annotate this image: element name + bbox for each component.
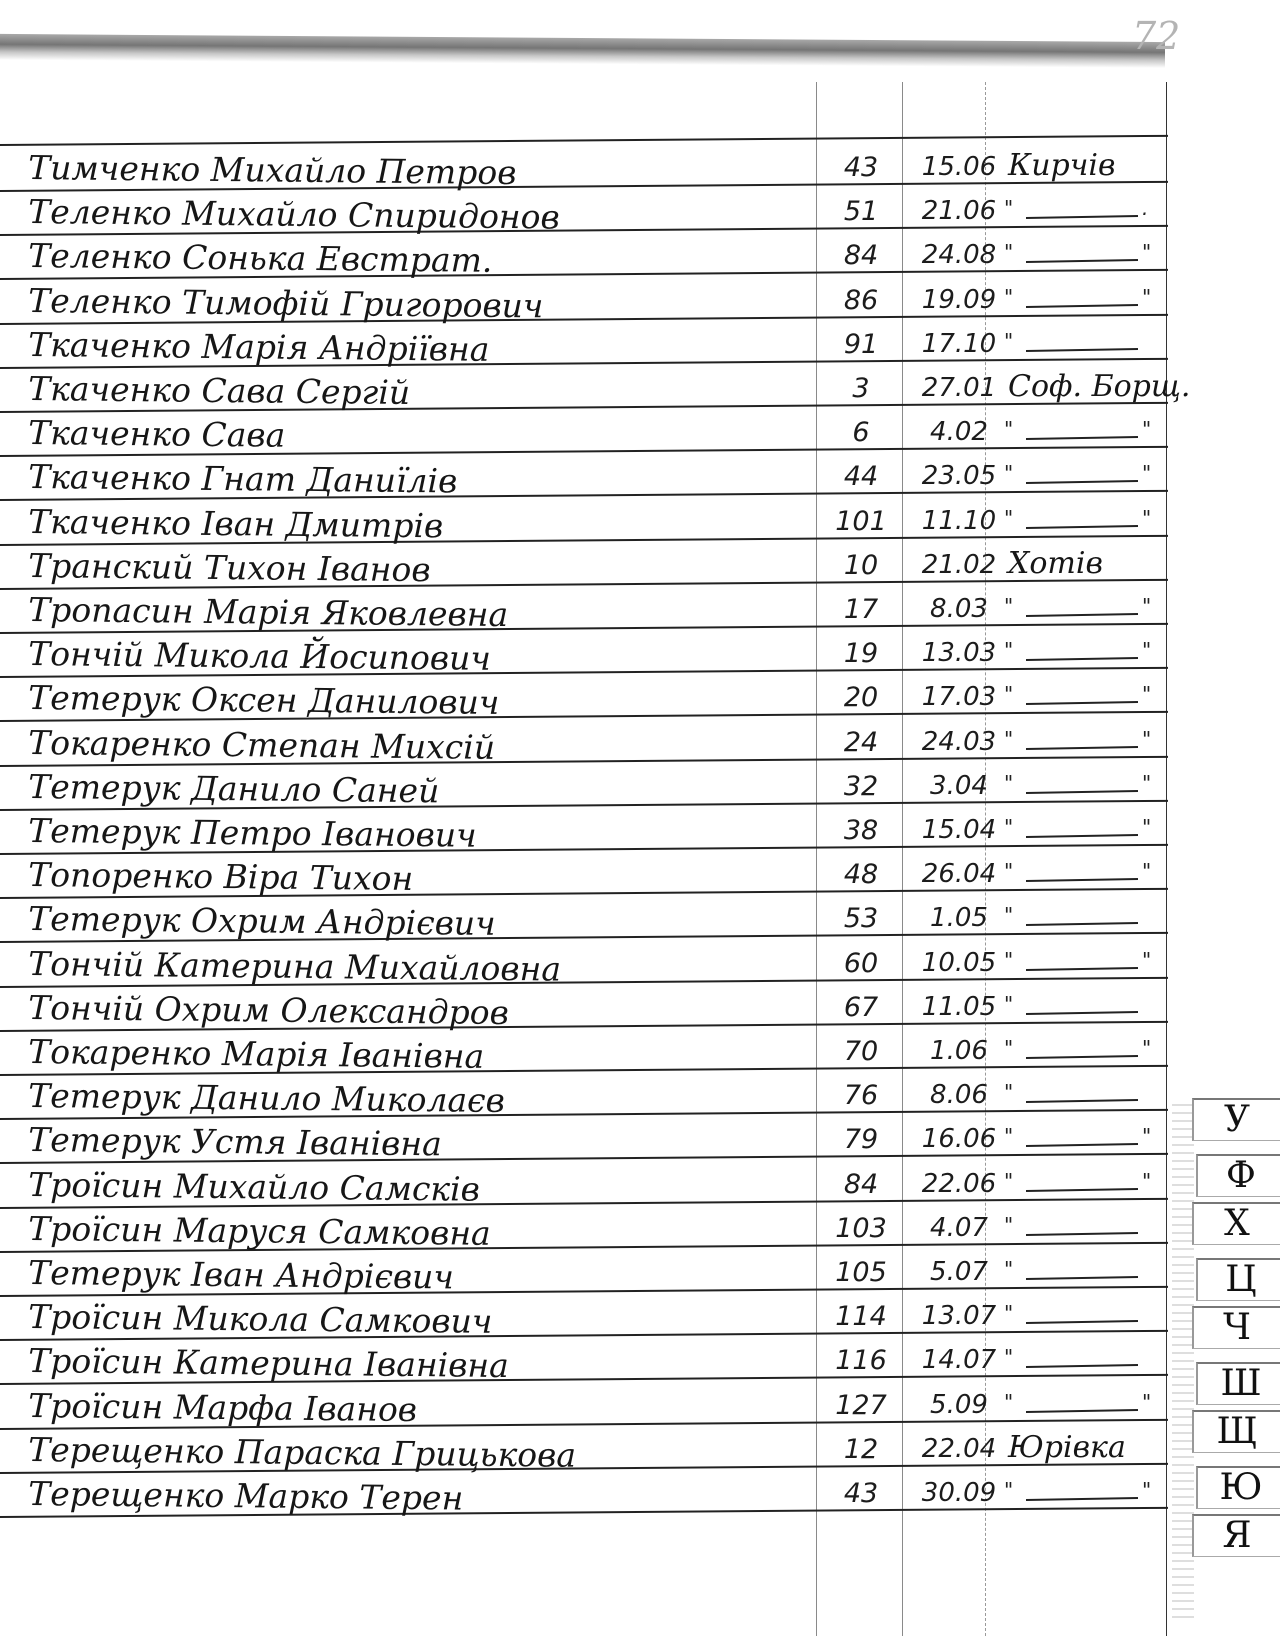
ditto-quote: " [1004,770,1014,795]
record-number: 43 [843,1478,879,1509]
ditto-dash [1026,613,1138,617]
record-number: 10 [843,549,879,581]
record-date: 11.10 [921,505,997,536]
ditto-dash [1026,790,1138,794]
record-date: 30.09 [921,1478,997,1508]
record-number: 17 [843,594,879,625]
ditto-dash [1026,1364,1138,1368]
register-row [0,236,1180,281]
ditto-mark [1002,1124,1152,1149]
ditto-end-mark: " [1142,417,1152,442]
record-date: 17.03 [921,682,997,713]
ditto-quote: " [1004,638,1014,663]
record-number: 38 [843,815,879,846]
record-number: 84 [843,1168,879,1200]
register-row [0,1076,1180,1121]
record-date: 21.02 [921,549,997,580]
ditto-dash [1026,1409,1138,1413]
ditto-end-mark: " [1142,1168,1152,1193]
ditto-end-mark: " [1142,594,1152,618]
tab-page-edges [1172,1098,1194,1618]
record-date: 13.07 [921,1301,997,1332]
record-date: 16.06 [921,1124,997,1155]
person-name: Тетерук Оксен Данилович [28,678,500,723]
ditto-dash [1026,834,1138,838]
ditto-end-mark: " [1142,947,1152,972]
person-name: Теленко Михайло Спиридонов [28,192,560,237]
village-name: Соф. Борщ. [1008,369,1191,404]
record-date: 5.07 [930,1257,988,1287]
ditto-dash [1026,480,1138,484]
alphabet-tab[interactable]: Ш [1196,1362,1280,1405]
person-name: Ткаченко Сава [28,413,286,455]
record-number: 101 [835,505,887,537]
alphabet-tab[interactable]: Ч [1192,1306,1280,1349]
person-name: Ткаченко Іван Дмитрів [28,501,444,545]
register-row [0,1164,1180,1209]
record-date: 27.01 [921,373,997,403]
ditto-dash [1026,348,1138,352]
record-date: 8.06 [930,1080,988,1111]
record-number: 44 [843,461,879,493]
record-date: 15.06 [921,152,997,182]
ditto-quote: " [1004,1345,1014,1370]
person-name: Ткаченко Марія Андріївна [28,324,490,369]
record-date: 26.04 [921,859,997,890]
ditto-mark [1002,1478,1152,1502]
ditto-dash [1026,1055,1138,1059]
register-row [0,457,1180,501]
record-number: 91 [843,328,879,360]
register-row [0,766,1180,811]
ditto-mark [1002,726,1152,751]
register-row [0,1253,1180,1297]
ditto-dash [1026,215,1138,219]
ditto-end-mark: " [1142,240,1152,265]
record-number: 43 [843,152,879,183]
ditto-quote: " [1004,1478,1014,1502]
ditto-mark [1002,947,1152,972]
record-date: 24.03 [921,726,997,757]
ditto-dash [1026,878,1138,882]
person-name: Тропасин Марія Яковлевна [28,590,509,635]
ditto-quote: " [1004,461,1014,486]
register-row [0,1032,1180,1076]
record-date: 5.09 [930,1389,988,1420]
person-name: Ткаченко Сава Сергій [28,369,411,412]
record-number: 114 [835,1301,887,1333]
ditto-quote: " [1004,1389,1014,1414]
ditto-end-mark: " [1142,1036,1152,1060]
ditto-mark [1002,284,1152,309]
ditto-quote: " [1004,1080,1014,1105]
record-date: 8.03 [930,594,988,624]
record-number: 48 [843,859,879,891]
person-name: Троїсин Маруся Самковна [28,1208,491,1253]
ditto-quote: " [1004,1301,1014,1326]
ditto-mark [1002,417,1152,442]
village-name: Хотів [1008,545,1103,581]
alphabet-index-tabs [1172,1098,1280,1618]
ditto-end-mark: " [1142,815,1152,839]
ditto-mark [1002,240,1152,265]
person-name: Троїсин Микола Самкович [28,1297,493,1342]
ditto-dash [1026,1232,1138,1236]
register-row [0,943,1180,989]
record-number: 127 [835,1389,887,1421]
record-number: 76 [843,1080,879,1112]
register-row [0,678,1180,723]
ditto-end-mark: " [1142,505,1152,530]
village-name: Кирчів [1008,148,1116,183]
register-row [0,148,1180,193]
person-name: Терещенко Параска Грицькова [28,1429,577,1475]
ditto-quote: " [1004,903,1014,928]
alphabet-tab[interactable]: Х [1192,1202,1280,1245]
ditto-dash [1026,657,1138,661]
person-name: Тончій Микола Йосипович [28,634,492,679]
ditto-quote: " [1004,594,1014,618]
ditto-end-mark: " [1142,682,1152,707]
ditto-quote: " [1004,505,1014,530]
record-date: 3.04 [930,770,988,801]
ditto-quote: " [1004,328,1014,353]
ditto-quote: " [1004,859,1014,884]
record-date: 23.05 [921,461,997,492]
ditto-quote: " [1004,947,1014,972]
ditto-end-mark: . [1142,196,1149,221]
register-row [0,280,1180,325]
ditto-mark [1002,903,1152,928]
person-name: Троїсин Михайло Самсків [28,1164,481,1209]
ditto-end-mark: " [1142,1389,1152,1414]
ruled-line [0,135,1168,146]
ditto-quote: " [1004,240,1014,265]
person-name: Тетерук Данило Миколаєв [28,1076,506,1121]
ditto-mark [1002,328,1152,353]
person-name: Тетерук Петро Іванович [28,811,477,855]
register-row [0,1341,1180,1386]
ditto-dash [1026,525,1138,529]
village-name: Юрівка [1008,1429,1126,1465]
ditto-end-mark: " [1142,638,1152,663]
ditto-end-mark: " [1142,1124,1152,1149]
ditto-dash [1026,922,1138,926]
record-number: 103 [835,1212,887,1244]
ditto-mark [1002,196,1152,221]
person-name: Транский Тихон Іванов [28,545,431,590]
ditto-mark [1002,505,1152,530]
register-row [0,634,1180,679]
ditto-dash [1026,436,1138,440]
ditto-mark [1002,1036,1152,1060]
register-row [0,501,1180,545]
record-number: 24 [843,726,879,758]
record-number: 67 [843,991,879,1023]
register-row [0,899,1180,944]
record-number: 116 [835,1345,887,1377]
ditto-dash [1026,1011,1138,1015]
ditto-quote: " [1004,284,1014,309]
alphabet-tab[interactable]: Я [1192,1514,1280,1557]
person-name: Тончій Катерина Михайловна [28,943,562,989]
person-name: Тончій Охрим Олександров [28,987,510,1032]
record-date: 15.04 [921,815,997,845]
record-date: 22.06 [921,1168,997,1199]
ditto-quote: " [1004,682,1014,707]
person-name: Тетерук Іван Андрієвич [28,1253,455,1297]
ditto-dash [1026,1099,1138,1103]
ditto-dash [1026,1276,1138,1280]
record-number: 32 [843,770,879,802]
register-row [0,855,1180,899]
register-row [0,590,1180,635]
ditto-dash [1026,701,1138,705]
person-name: Тетерук Данило Саней [28,766,440,811]
page-number: 72 [1132,14,1181,58]
person-name: Тетерук Охрим Андрієвич [28,899,496,944]
register-row [0,1208,1180,1253]
ditto-quote: " [1004,815,1014,839]
record-date: 13.03 [921,638,997,669]
record-date: 19.09 [921,284,997,315]
ditto-quote: " [1004,417,1014,442]
page-top-shadow [0,34,1165,68]
record-number: 19 [843,638,879,670]
ditto-quote: " [1004,726,1014,751]
person-name: Терещенко Марко Терен [28,1474,464,1518]
register-row [0,811,1180,855]
ditto-dash [1026,259,1138,263]
register-row [0,192,1180,237]
person-name: Теленко Сонька Евстрат. [28,236,493,281]
alphabet-tab[interactable]: Щ [1192,1410,1280,1453]
register-row [0,1385,1180,1429]
register-row [0,413,1180,453]
record-number: 6 [852,417,870,449]
ditto-mark [1002,1301,1152,1326]
register-row [0,324,1180,369]
alphabet-tab[interactable]: У [1192,1098,1280,1141]
record-number: 12 [843,1433,879,1465]
person-name: Токаренко Степан Михсій [28,722,496,767]
ditto-dash [1026,746,1138,750]
register-row [0,1120,1180,1164]
register-row [0,369,1191,412]
record-number: 105 [835,1257,887,1288]
ditto-mark [1002,770,1152,795]
register-row [0,1429,1180,1475]
register-row [0,1297,1180,1342]
ditto-mark [1002,1257,1152,1281]
person-name: Тетерук Устя Іванівна [28,1120,443,1164]
ditto-dash [1026,304,1138,308]
record-number: 51 [843,196,879,228]
person-name: Топоренко Віра Тихон [28,855,414,899]
alphabet-tab[interactable]: Ц [1196,1258,1280,1301]
ditto-quote: " [1004,1124,1014,1149]
ditto-end-mark: " [1142,461,1152,486]
record-number: 70 [843,1036,879,1067]
ditto-dash [1026,1188,1138,1192]
ditto-mark [1002,682,1152,707]
record-number: 60 [843,947,879,979]
ditto-mark [1002,1389,1152,1414]
ditto-quote: " [1004,1168,1014,1193]
ditto-quote: " [1004,1036,1014,1060]
ditto-mark [1002,1345,1152,1370]
ditto-quote: " [1004,991,1014,1016]
ditto-quote: " [1004,1257,1014,1281]
record-number: 86 [843,284,879,316]
person-name: Тимченко Михайло Петров [28,148,517,193]
ditto-dash [1026,1320,1138,1324]
ditto-quote: " [1004,1212,1014,1237]
person-name: Троїсин Катерина Іванівна [28,1341,510,1386]
ditto-dash [1026,1497,1138,1501]
ditto-mark [1002,461,1152,486]
record-date: 22.04 [921,1433,997,1464]
register-row [0,545,1180,590]
alphabet-tab[interactable]: Ю [1196,1466,1280,1509]
alphabet-tab[interactable]: Ф [1196,1154,1280,1197]
record-date: 24.08 [921,240,997,271]
ditto-mark [1002,1168,1152,1193]
record-date: 1.06 [930,1036,988,1066]
ditto-dash [1026,1143,1138,1147]
record-date: 1.05 [930,903,988,934]
record-number: 20 [843,682,879,714]
ditto-mark [1002,815,1152,839]
record-date: 10.05 [921,947,997,978]
ditto-mark [1002,991,1152,1016]
ditto-end-mark: " [1142,726,1152,751]
person-name: Теленко Тимофій Григорович [28,280,544,325]
record-date: 4.02 [930,417,988,448]
person-name: Ткаченко Гнат Даниїлів [28,457,458,501]
ditto-mark [1002,638,1152,663]
register-row [0,987,1180,1032]
person-name: Троїсин Марфа Іванов [28,1385,418,1429]
register-row [0,1474,1180,1518]
record-number: 3 [852,373,870,404]
record-date: 17.10 [921,328,997,359]
ditto-end-mark: " [1142,859,1152,884]
ditto-mark [1002,1212,1152,1237]
ditto-mark [1002,859,1152,884]
record-date: 14.07 [921,1345,997,1376]
record-number: 53 [843,903,879,935]
ditto-end-mark: " [1142,770,1152,795]
record-date: 21.06 [921,196,997,227]
ditto-end-mark: " [1142,284,1152,309]
record-number: 79 [843,1124,879,1156]
record-number: 84 [843,240,879,272]
ditto-mark [1002,1080,1152,1105]
person-name: Токаренко Марія Іванівна [28,1032,485,1076]
ditto-mark [1002,594,1152,618]
register-row [0,722,1180,767]
ditto-dash [1026,967,1138,971]
ditto-quote: " [1004,196,1014,221]
record-date: 4.07 [930,1212,988,1243]
ditto-end-mark: " [1142,1478,1152,1502]
record-date: 11.05 [921,991,997,1022]
